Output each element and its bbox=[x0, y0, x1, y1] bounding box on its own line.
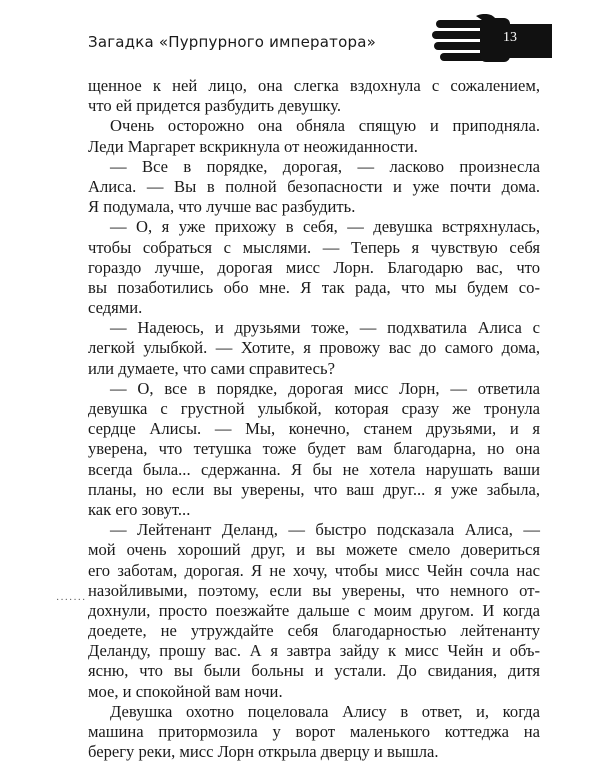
text-line: доедете, не утруждайте себя благодарностью лейтенанту bbox=[88, 621, 540, 641]
text-line: — Надеюсь, и друзьями тоже, — подхватила Алиса с bbox=[110, 318, 540, 338]
body-text bbox=[88, 76, 540, 762]
text-line: мое, и спокойной вам ночи. bbox=[88, 681, 283, 701]
margin-marks: ······· bbox=[56, 595, 87, 606]
text-line: планы, но если вы уверены, что ваш друг... я уже забыла, bbox=[88, 479, 540, 499]
text-line: дохнули, просто поезжайте дальше с моим другом. И когда bbox=[88, 600, 540, 620]
text-line: Алиса. — Вы в полной безопасности и уже почти дома. bbox=[88, 176, 540, 196]
text-line: гораздо лучше, дорогая мисс Лорн. Благодарю вас, что bbox=[88, 257, 540, 277]
text-line: машина притормозила у ворот маленького коттеджа на bbox=[88, 722, 540, 741]
text-line: девушка с грустной улыбкой, которая сразу же тронула bbox=[88, 399, 540, 418]
text-line: — Все в порядке, дорогая, — ласково произнесла bbox=[110, 156, 540, 176]
text-line: — О, все в порядке, дорогая мисс Лорн, — ответила bbox=[110, 378, 540, 398]
text-line: уверена, что тетушка тоже будет вам благодарна, но она bbox=[88, 439, 540, 459]
text-line: мой очень хороший друг, и вы можете смело довериться bbox=[88, 540, 540, 560]
page-header bbox=[0, 0, 600, 80]
text-line: — Лейтенант Деланд, — быстро подсказала Алиса, — bbox=[110, 520, 540, 540]
text-line: Девушка охотно поцеловала Алису в ответ, и, когда bbox=[110, 701, 540, 721]
text-line: берегу реки, мисс Лорн открыла дверцу и вышла. bbox=[88, 742, 439, 762]
text-line: — О, я уже прихожу в себя, — девушка встряхнулась, bbox=[110, 217, 540, 237]
text-line: Деланду, прошу вас. А я завтра зайду к мисс Чейн и объ- bbox=[88, 641, 540, 661]
text-line: Я подумала, что лучше вас разбудить. bbox=[88, 197, 356, 217]
text-line: Леди Маргарет вскрикнула от неожиданности. bbox=[88, 136, 418, 156]
text-line: ясню, что вы были больны и устали. До свидания, дитя bbox=[88, 661, 540, 681]
page-number: 13 bbox=[503, 30, 517, 45]
text-line: его заботам, дорогая. Я не хочу, чтобы мисс Чейн сочла нас bbox=[88, 560, 540, 580]
text-line: седями. bbox=[88, 298, 143, 318]
text-line: назойливыми, поэтому, если вы уверены, что немного от- bbox=[88, 580, 540, 600]
text-line: что ей придется разбудить девушку. bbox=[88, 96, 342, 116]
text-line: щенное к ней лицо, она слегка вздохнула с сожалением, bbox=[88, 76, 540, 95]
text-line: всегда была... сдержанна. Я бы не хотела нарушать ваши bbox=[88, 459, 540, 479]
text-line: или думаете, что сами справитесь? bbox=[88, 358, 335, 378]
text-line: вы позаботились обо мне. Я так рада, что мы будем со- bbox=[88, 277, 540, 297]
text-line: легкой улыбкой. — Хотите, я провожу вас до самого дома, bbox=[88, 338, 540, 358]
running-title: Загадка «Пурпурного императора» bbox=[88, 33, 376, 51]
text-line: сердце Алисы. — Мы, конечно, станем друзьями, и я bbox=[88, 419, 540, 439]
text-line: как его зовут... bbox=[88, 499, 191, 519]
text-line: чтобы собраться с мыслями. — Теперь я чувствую себя bbox=[88, 237, 540, 257]
text-line: Очень осторожно она обняла спящую и приподняла. bbox=[110, 116, 540, 136]
